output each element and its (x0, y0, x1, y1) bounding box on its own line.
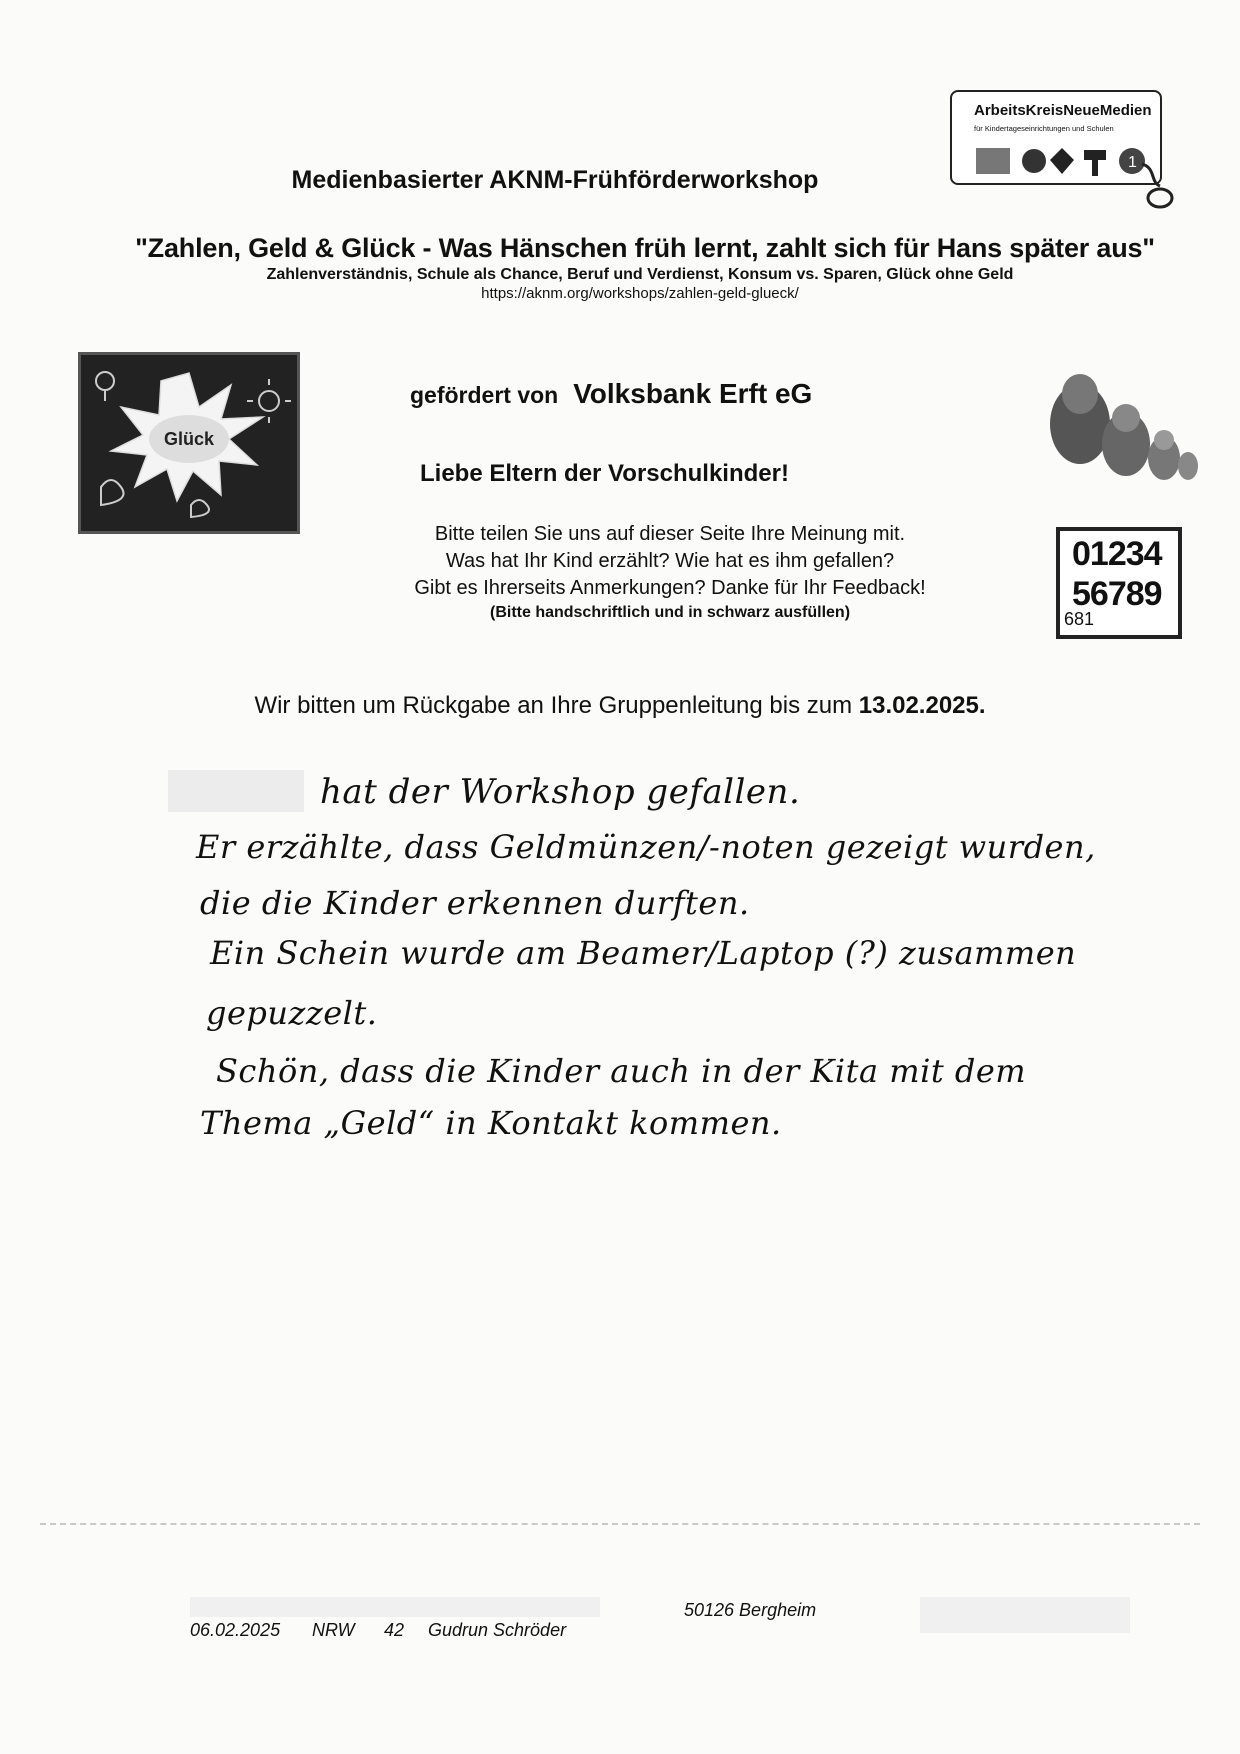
handwritten-line-1: hat der Workshop gefallen. (320, 772, 801, 812)
redacted-footer-field (190, 1597, 600, 1617)
workshop-main-title: "Zahlen, Geld & Glück - Was Hänschen früh lernt, zahlt sich für Hans später aus" (135, 233, 1155, 263)
footer-number: 42 (384, 1620, 405, 1640)
handwritten-line-4: Ein Schein wurde am Beamer/Laptop (?) zusammen (210, 934, 1077, 972)
handwritten-line-3: die die Kinder erkennen durften. (200, 884, 750, 922)
instructions (340, 521, 1000, 624)
glueck-caption: Glück (163, 429, 215, 449)
return-date: 13.02.2025. (858, 692, 986, 719)
instructions-line-3: Gibt es Ihrerseits Anmerkungen? Danke für Ihr Feedback! (414, 577, 926, 599)
instructions-line-1: Bitte teilen Sie uns auf dieser Seite Ihre Meinung mit. (434, 523, 906, 545)
handwritten-line-7: Thema „Geld“ in Kontakt kommen. (200, 1104, 782, 1142)
handwritten-line-2: Er erzählte, dass Geldmünzen/-noten gezeigt wurden, (196, 828, 1096, 866)
logo-tagline: für Kindertageseinrichtungen und Schulen (974, 124, 1114, 133)
instructions-note: (Bitte handschriftlich und in schwarz ausfüllen) (489, 604, 851, 621)
workshop-subtitle: Zahlenverständnis, Schule als Chance, Beruf und Verdienst, Konsum vs. Sparen, Glück ohne Geld (266, 266, 1014, 283)
footer-name: Gudrun Schröder (428, 1620, 567, 1640)
sponsor-line (410, 378, 812, 410)
footer-divider (40, 1523, 1200, 1525)
greeting: Liebe Eltern der Vorschulkinder! (420, 460, 789, 487)
sponsor-label: gefördert von (410, 382, 559, 408)
numbers-corner: 681 (1064, 609, 1095, 629)
numbers-image (1056, 527, 1182, 639)
handwritten-line-5: gepuzzelt. (206, 994, 378, 1032)
sponsor-name: Volksbank Erft eG (573, 378, 813, 409)
return-deadline (0, 692, 1240, 720)
handwritten-line-6: Schön, dass die Kinder auch in der Kita mit dem (216, 1052, 1027, 1090)
svg-text:1: 1 (1128, 154, 1137, 171)
figurines-image (1040, 366, 1200, 486)
logo-name: ArbeitsKreisNeueMedien (974, 102, 1152, 119)
workshop-title: Medienbasierter AKNM-Frühförderworkshop (291, 166, 819, 194)
redacted-child-name (168, 770, 304, 812)
redacted-footer-field-2 (920, 1597, 1130, 1633)
footer-state: NRW (312, 1620, 355, 1640)
instructions-line-2: Was hat Ihr Kind erzählt? Wie hat es ihm gefallen? (445, 550, 895, 572)
numbers-row-1: 01234 (1072, 535, 1162, 573)
footer-city: 50126 Bergheim (684, 1600, 817, 1620)
return-text: Wir bitten um Rückgabe an Ihre Gruppenleitung bis zum (254, 692, 853, 719)
glueck-image (78, 352, 300, 534)
logo-curl-icon (1136, 160, 1176, 210)
numbers-row-2: 56789 (1072, 575, 1162, 613)
logo-frame (950, 90, 1162, 185)
footer-date: 06.02.2025 (190, 1620, 281, 1640)
workshop-url: https://aknm.org/workshops/zahlen-geld-glueck/ (481, 285, 799, 302)
aknm-logo (950, 90, 1176, 210)
